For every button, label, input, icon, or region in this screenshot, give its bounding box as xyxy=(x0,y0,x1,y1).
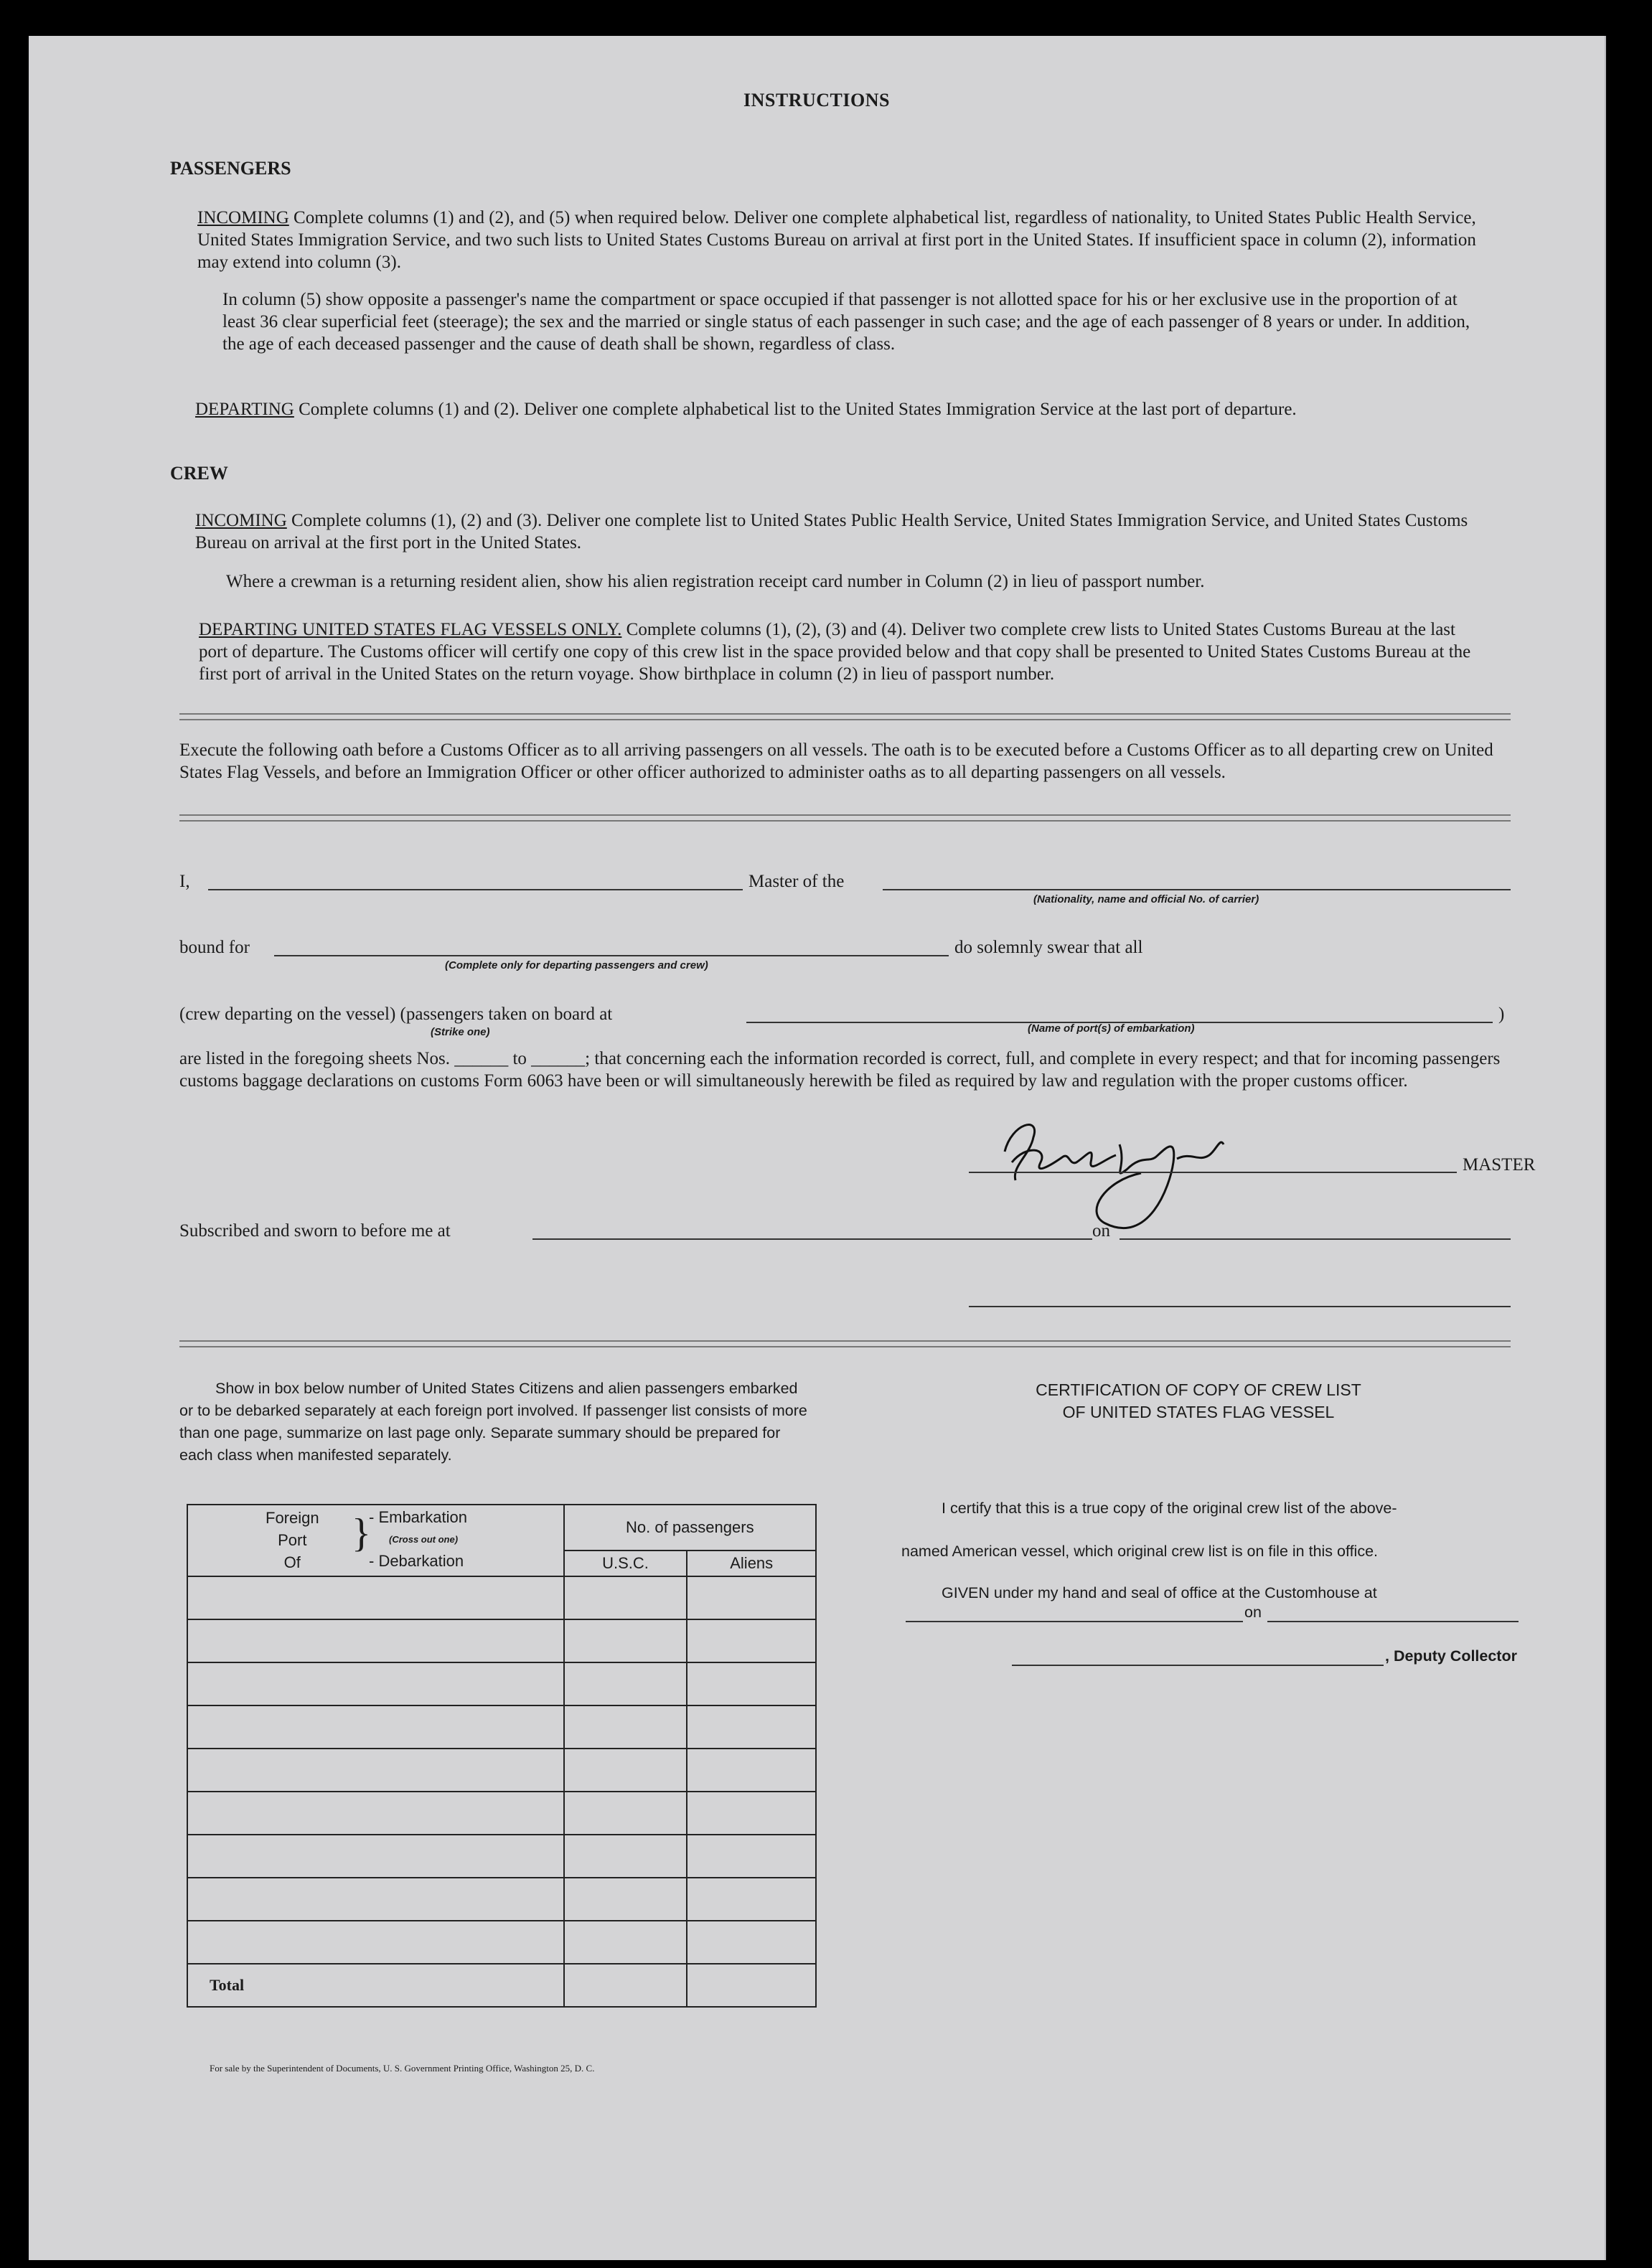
oath-intro: Execute the following oath before a Customs Officer as to all arriving passengers on all vessels. The oath is to be executed before a Customs Officer as to all departing crew on United States Flag Vessels, and before an Immigration Officer or other officer authorized to administer oaths as to all departing passengers on all vessels. xyxy=(179,740,1493,782)
bound-for-label: bound for xyxy=(179,938,250,957)
crew-resident: Where a crewman is a returning resident alien, show his alien registration receipt card number in Column (2) in lieu of passport number. xyxy=(226,572,1205,591)
aliens-cell[interactable] xyxy=(687,1878,816,1921)
departing-caption: (Complete only for departing passengers and crew) xyxy=(445,959,708,971)
usc-cell[interactable] xyxy=(564,1878,687,1921)
certification-date-field[interactable] xyxy=(1267,1621,1519,1622)
usc-cell[interactable] xyxy=(564,1792,687,1835)
port-cell[interactable] xyxy=(187,1662,564,1705)
crew-departing-label: DEPARTING UNITED STATES FLAG VESSELS ONLY. xyxy=(199,620,622,639)
aliens-cell[interactable] xyxy=(687,1576,816,1619)
given-text: GIVEN under my hand and seal of office at the Customhouse at xyxy=(942,1584,1377,1601)
passengers-title: PASSENGERS xyxy=(170,158,291,179)
crew-departing-text: Complete columns (1), (2), (3) and (4). Deliver two complete crew lists to United States Customs Bureau at the last port of departure. The Customs officer will certify one copy of this crew list in the space provided below and that copy shall be presented to United States Customs Bureau at the first port of arrival in the United States on the return voyage. Show birthplace in column (2) in lieu of passport number. xyxy=(199,620,1471,684)
passengers-incoming-label: INCOMING xyxy=(197,208,289,227)
aliens-header: Aliens xyxy=(687,1551,816,1576)
passengers-incoming-text: Complete columns (1) and (2), and (5) when required below. Deliver one complete alphabetical list, regardless of nationality, to United States Public Health Service, United States Immigration Service, and two such lists to United States Customs Bureau on arrival at first port in the United States. If insufficient space in column (2), information may extend into column (3). xyxy=(197,208,1476,272)
usc-cell[interactable] xyxy=(564,1662,687,1705)
aliens-cell[interactable] xyxy=(687,1619,816,1662)
solemnly-label: do solemnly swear that all xyxy=(954,938,1143,957)
crew-incoming-label: INCOMING xyxy=(195,511,287,530)
master-name-field[interactable] xyxy=(208,889,743,890)
of-label: Of xyxy=(283,1553,301,1571)
aliens-cell[interactable] xyxy=(687,1749,816,1792)
certification-title-line1: CERTIFICATION OF COPY OF CREW LIST xyxy=(1036,1380,1361,1399)
aliens-cell[interactable] xyxy=(687,1921,816,1964)
listed-text: are listed in the foregoing sheets Nos. ______ to ______; that concerning each the information recorded is correct, full, and complete in every respect; and that for incoming passengers customs baggage declarations on customs Form 6063 have been or will simultaneously herewith be filed as required by law and regulation with the proper customs officer. xyxy=(179,1049,1501,1091)
aliens-cell[interactable] xyxy=(687,1705,816,1749)
summary-instructions: Show in box below number of United States Citizens and alien passengers embarked or to be debarked separately at each foreign port involved. If passenger list consists of more than one page, summarize on last page only. Separate summary should be prepared for each class when manifested separately. xyxy=(179,1380,807,1464)
usc-cell[interactable] xyxy=(564,1576,687,1619)
crew-departing-label: (crew departing on the vessel) (passengers taken on board at xyxy=(179,1004,613,1024)
port-cell[interactable] xyxy=(187,1921,564,1964)
divider xyxy=(179,814,1511,822)
deputy-collector-label: , Deputy Collector xyxy=(1385,1647,1517,1665)
sworn-on-label: on xyxy=(1092,1221,1110,1241)
oath-i-label: I, xyxy=(179,872,190,891)
cross-out-caption: (Cross out one) xyxy=(389,1534,459,1545)
usc-cell[interactable] xyxy=(564,1835,687,1878)
no-passengers-header: No. of passengers xyxy=(564,1505,816,1551)
port-cell[interactable] xyxy=(187,1878,564,1921)
port-cell[interactable] xyxy=(187,1705,564,1749)
certify-line1: I certify that this is a true copy of the original crew list of the above- xyxy=(942,1500,1397,1517)
master-signature xyxy=(962,1094,1335,1238)
port-label: Port xyxy=(278,1531,307,1549)
certification-title-line2: OF UNITED STATES FLAG VESSEL xyxy=(1062,1403,1335,1421)
port-cell[interactable] xyxy=(187,1749,564,1792)
master-of-the-label: Master of the xyxy=(748,872,845,891)
certify-line2: named American vessel, which original crew list is on file in this office. xyxy=(901,1543,1379,1560)
sworn-place-field[interactable] xyxy=(532,1238,1092,1240)
usc-cell[interactable] xyxy=(564,1619,687,1662)
certification-title xyxy=(876,1379,1521,1424)
port-cell[interactable] xyxy=(187,1576,564,1619)
crew-departing xyxy=(199,618,1483,685)
embarkation-option[interactable]: - Embarkation xyxy=(369,1508,467,1526)
close-paren: ) xyxy=(1498,1004,1505,1024)
usc-total-cell[interactable] xyxy=(564,1964,687,2007)
sworn-date-field[interactable] xyxy=(1120,1238,1511,1240)
passengers-column5: In column (5) show opposite a passenger's name the compartment or space occupied if that passenger is not allotted space for his or her exclusive use in the proportion of at least 36 clear superficial feet (steerage); the sex and the married or single status of each passenger in such case; and the age of each passenger of 8 years or under. In addition, the age of each deceased passenger and the cause of death shall be shown, regardless of class. xyxy=(222,290,1470,354)
form-page xyxy=(29,36,1606,2260)
debarkation-option[interactable]: - Debarkation xyxy=(369,1552,464,1570)
footer-note: For sale by the Superintendent of Documents, U. S. Government Printing Office, Washington 25, D. C. xyxy=(210,2063,595,2074)
crew-incoming-text: Complete columns (1), (2) and (3). Deliver one complete list to United States Public Health Service, United States Immigration Service, and United States Customs Bureau on arrival at the first port in the United States. xyxy=(195,511,1468,552)
divider xyxy=(179,713,1511,720)
port-cell[interactable] xyxy=(187,1792,564,1835)
usc-cell[interactable] xyxy=(564,1749,687,1792)
foreign-label: Foreign xyxy=(266,1509,319,1527)
aliens-cell[interactable] xyxy=(687,1662,816,1705)
port-header-cell xyxy=(187,1505,564,1576)
passenger-summary-table xyxy=(187,1504,817,2008)
officer-signature-field[interactable] xyxy=(969,1306,1511,1307)
passengers-departing-text: Complete columns (1) and (2). Deliver one complete alphabetical list to the United States Immigration Service at the last port of departure. xyxy=(299,400,1297,419)
aliens-cell[interactable] xyxy=(687,1835,816,1878)
total-label: Total xyxy=(187,1964,564,2007)
divider xyxy=(179,1340,1511,1347)
strike-caption: (Strike one) xyxy=(431,1026,490,1038)
aliens-total-cell[interactable] xyxy=(687,1964,816,2007)
master-label: MASTER xyxy=(1463,1155,1536,1175)
signature-line xyxy=(969,1172,1457,1173)
port-cell[interactable] xyxy=(187,1835,564,1878)
instructions-heading: INSTRUCTIONS xyxy=(743,90,890,110)
carrier-caption: (Nationality, name and official No. of carrier) xyxy=(1033,893,1259,905)
crew-incoming xyxy=(195,509,1487,554)
certification-on-label: on xyxy=(1244,1604,1262,1621)
usc-cell[interactable] xyxy=(564,1705,687,1749)
aliens-cell[interactable] xyxy=(687,1792,816,1835)
ports-caption: (Name of port(s) of embarkation) xyxy=(1028,1022,1195,1035)
crew-title: CREW xyxy=(170,463,228,484)
carrier-field[interactable] xyxy=(883,889,1511,890)
usc-cell[interactable] xyxy=(564,1921,687,1964)
passengers-incoming xyxy=(197,207,1482,273)
customhouse-field[interactable] xyxy=(906,1621,1243,1622)
subscribed-label: Subscribed and sworn to before me at xyxy=(179,1221,451,1241)
usc-header: U.S.C. xyxy=(564,1551,687,1576)
port-cell[interactable] xyxy=(187,1619,564,1662)
brace-icon: } xyxy=(352,1511,371,1556)
passengers-departing-label: DEPARTING xyxy=(195,400,294,419)
deputy-collector-field[interactable] xyxy=(1012,1665,1384,1666)
bound-for-field[interactable] xyxy=(274,955,949,956)
passengers-departing xyxy=(195,398,1480,420)
